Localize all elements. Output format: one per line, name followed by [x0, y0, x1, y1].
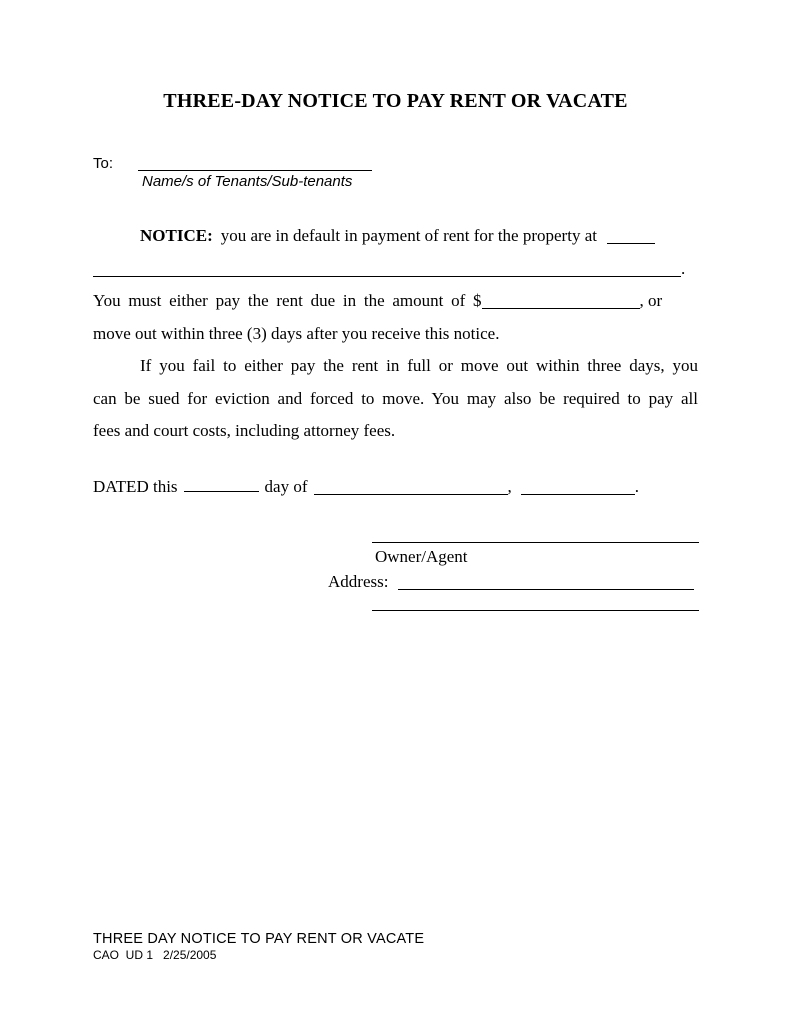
- notice-label: NOTICE:: [140, 226, 213, 245]
- dated-period: .: [634, 476, 639, 496]
- tenant-names-blank-line: [138, 170, 372, 171]
- to-section: [93, 155, 698, 190]
- address-label: Address:: [328, 571, 389, 591]
- notice-line-2: [93, 253, 698, 286]
- footer: [93, 931, 424, 962]
- footer-form-number: CAO UD 1 2/25/2005: [93, 948, 217, 962]
- to-label: To:: [93, 155, 114, 172]
- dated-comma: ,: [507, 476, 512, 496]
- consequences-line-2: can be sued for eviction and forced to move. You may also be required to pay all: [93, 388, 698, 408]
- rent-amount-blank: [482, 308, 640, 309]
- notice-line-3: [93, 285, 698, 318]
- property-address-blank-start: [607, 243, 655, 244]
- dated-day-blank: [184, 491, 259, 492]
- consequences-line-3: fees and court costs, including attorney fees.: [93, 421, 396, 440]
- property-address-blank-full: [93, 276, 681, 277]
- rent-amount-suffix: , or: [639, 291, 663, 310]
- document-title: THREE-DAY NOTICE TO PAY RENT OR VACATE: [163, 90, 628, 112]
- footer-form-title: THREE DAY NOTICE TO PAY RENT OR VACATE: [93, 931, 425, 947]
- address-blank-line-1: [398, 589, 694, 590]
- to-row: [93, 155, 698, 172]
- owner-agent-label: Owner/Agent: [375, 546, 468, 566]
- notice-body: [93, 220, 698, 448]
- dated-middle: day of: [264, 476, 308, 496]
- notice-line-2-period: .: [681, 258, 686, 278]
- address-row: [328, 572, 699, 592]
- owner-agent-signature-line: [372, 542, 699, 543]
- dated-month-blank: [314, 494, 508, 495]
- consequences-line-1: If you fail to either pay the rent in full or move out within three days, you: [140, 356, 698, 375]
- rent-amount-text: You must either pay the rent due in the amount of $: [93, 291, 482, 310]
- dated-line: [93, 476, 698, 498]
- tenant-names-caption: Name/s of Tenants/Sub-tenants: [142, 173, 353, 190]
- signature-block: [328, 542, 699, 611]
- address-blank-line-2: [372, 610, 699, 611]
- dated-year-blank: [521, 494, 635, 495]
- dated-prefix: DATED this: [93, 476, 178, 496]
- notice-line-1-text: you are in default in payment of rent for the property at: [220, 226, 597, 245]
- notice-line-1: [93, 220, 698, 253]
- notice-line-4: move out within three (3) days after you receive this notice.: [93, 323, 500, 343]
